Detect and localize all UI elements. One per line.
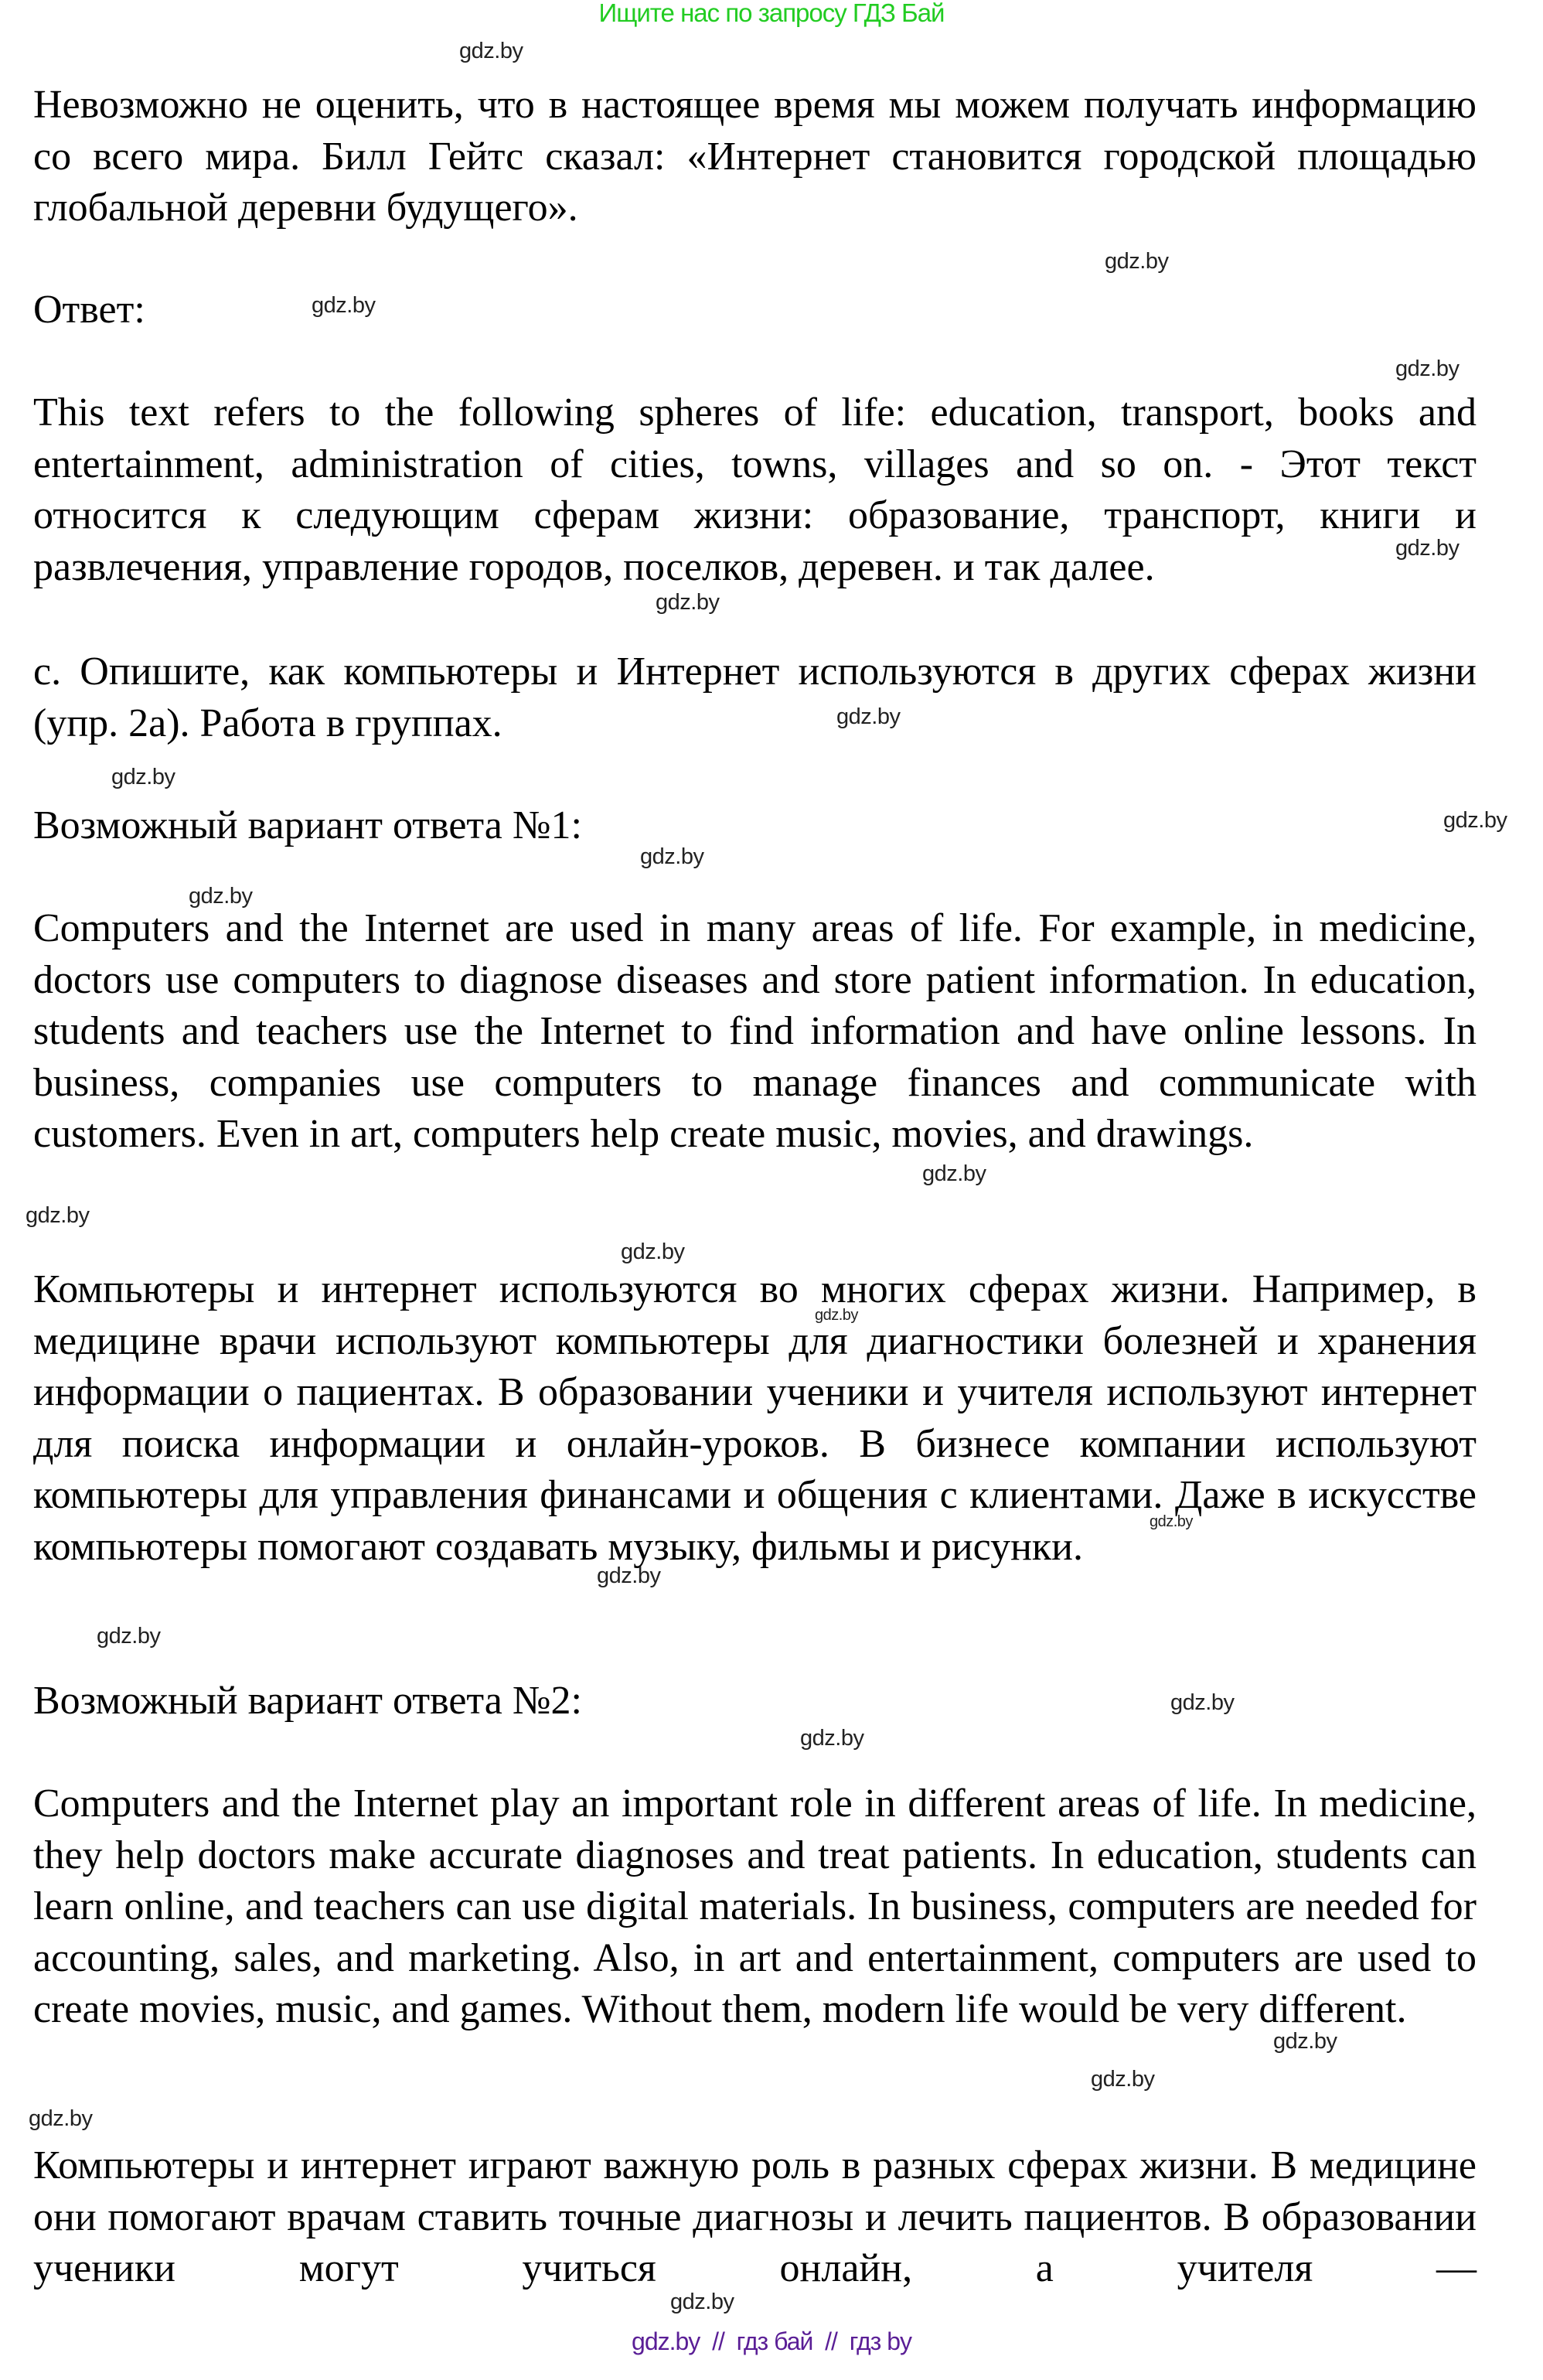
watermark: gdz.by	[621, 1239, 685, 1264]
answer-label: Ответ:	[33, 288, 145, 332]
answer-text: This text refers to the following spheres of life: education, transport, books and entertainment, administration of cities, towns, villages and so on. - Этот текст относится к следующим сферам жизни: образование, транспорт, книги и развлечения, управление городов, поселков, деревен. и так далее.	[33, 390, 1477, 589]
variant2-english: Computers and the Internet play an important role in different areas of life. In medicine, they help doctors make accurate diagnoses and treat patients. In education, students can learn online, and teachers can use digital materials. In business, computers are needed for accounting, sales, and marketing. Also, in art and entertainment, computers are used to create movies, music, and games. Without them, modern life would be very different.	[33, 1782, 1477, 2031]
search-promo-banner: Ищите нас по запросу ГДЗ Бай	[598, 0, 945, 27]
watermark: gdz.by	[800, 1726, 864, 1751]
watermark: gdz.by	[640, 844, 704, 869]
watermark: gdz.by	[189, 884, 253, 909]
variant1-russian: Компьютеры и интернет используются во многих сферах жизни. Например, в медицине врачи используют компьютеры для диагностики болезней и хранения информации о пациентах. В образовании ученики и учителя используют интернет для поиска информации и онлайн-уроков. В бизнесе компании используют компьютеры для управления финансами и общения с клиентами. Даже в искусстве компьютеры помогают создавать музыку, фильмы и рисунки.	[33, 1267, 1477, 1569]
watermark: gdz.by	[1395, 356, 1460, 381]
variant1-label: Возможный вариант ответа №1:	[33, 803, 582, 847]
watermark: gdz.by	[597, 1563, 661, 1588]
watermark: gdz.by	[656, 590, 720, 615]
task-c: c. Опишите, как компьютеры и Интернет используются в других сферах жизни (упр. 2а). Работа в группах.	[33, 650, 1477, 745]
watermark: gdz.by	[26, 1203, 90, 1228]
variant2-label: Возможный вариант ответа №2:	[33, 1679, 582, 1723]
watermark: gdz.by	[1170, 1690, 1235, 1715]
watermark: gdz.by	[1105, 249, 1169, 274]
watermark: gdz.by	[1273, 2029, 1337, 2054]
watermark: gdz.by	[1150, 1513, 1193, 1530]
watermark: gdz.by	[1443, 808, 1507, 833]
watermark: gdz.by	[1395, 536, 1460, 561]
watermark: gdz.by	[815, 1307, 858, 1324]
watermark: gdz.by	[836, 704, 901, 729]
variant1-english: Computers and the Internet are used in many areas of life. For example, in medicine, doctors use computers to diagnose diseases and store patient information. In education, students and teachers use the Internet to find information and have online lessons. In business, companies use computers to manage finances and communicate with customers. Even in art, computers help create music, movies, and drawings.	[33, 906, 1477, 1156]
watermark: gdz.by	[1091, 2067, 1155, 2092]
watermark: gdz.by	[459, 39, 523, 63]
watermark: gdz.by	[312, 293, 376, 318]
watermark: gdz.by	[111, 765, 175, 789]
watermark: gdz.by	[29, 2106, 93, 2131]
variant2-russian: Компьютеры и интернет играют важную роль в разных сферах жизни. В медицине они помогают врачам ставить точные диагнозы и лечить пациентов. В образовании ученики могут учиться онлайн, а учителя —	[33, 2143, 1477, 2290]
footer-links[interactable]: gdz.by // гдз бай // гдз by	[632, 2327, 911, 2355]
watermark: gdz.by	[670, 2290, 734, 2314]
watermark: gdz.by	[922, 1161, 986, 1186]
task-text: Невозможно не оценить, что в настоящее время мы можем получать информацию со всего мира. Билл Гейтс сказал: «Интернет становится городской площадью глобальной деревни будущего».	[33, 83, 1477, 230]
watermark: gdz.by	[97, 1624, 161, 1649]
